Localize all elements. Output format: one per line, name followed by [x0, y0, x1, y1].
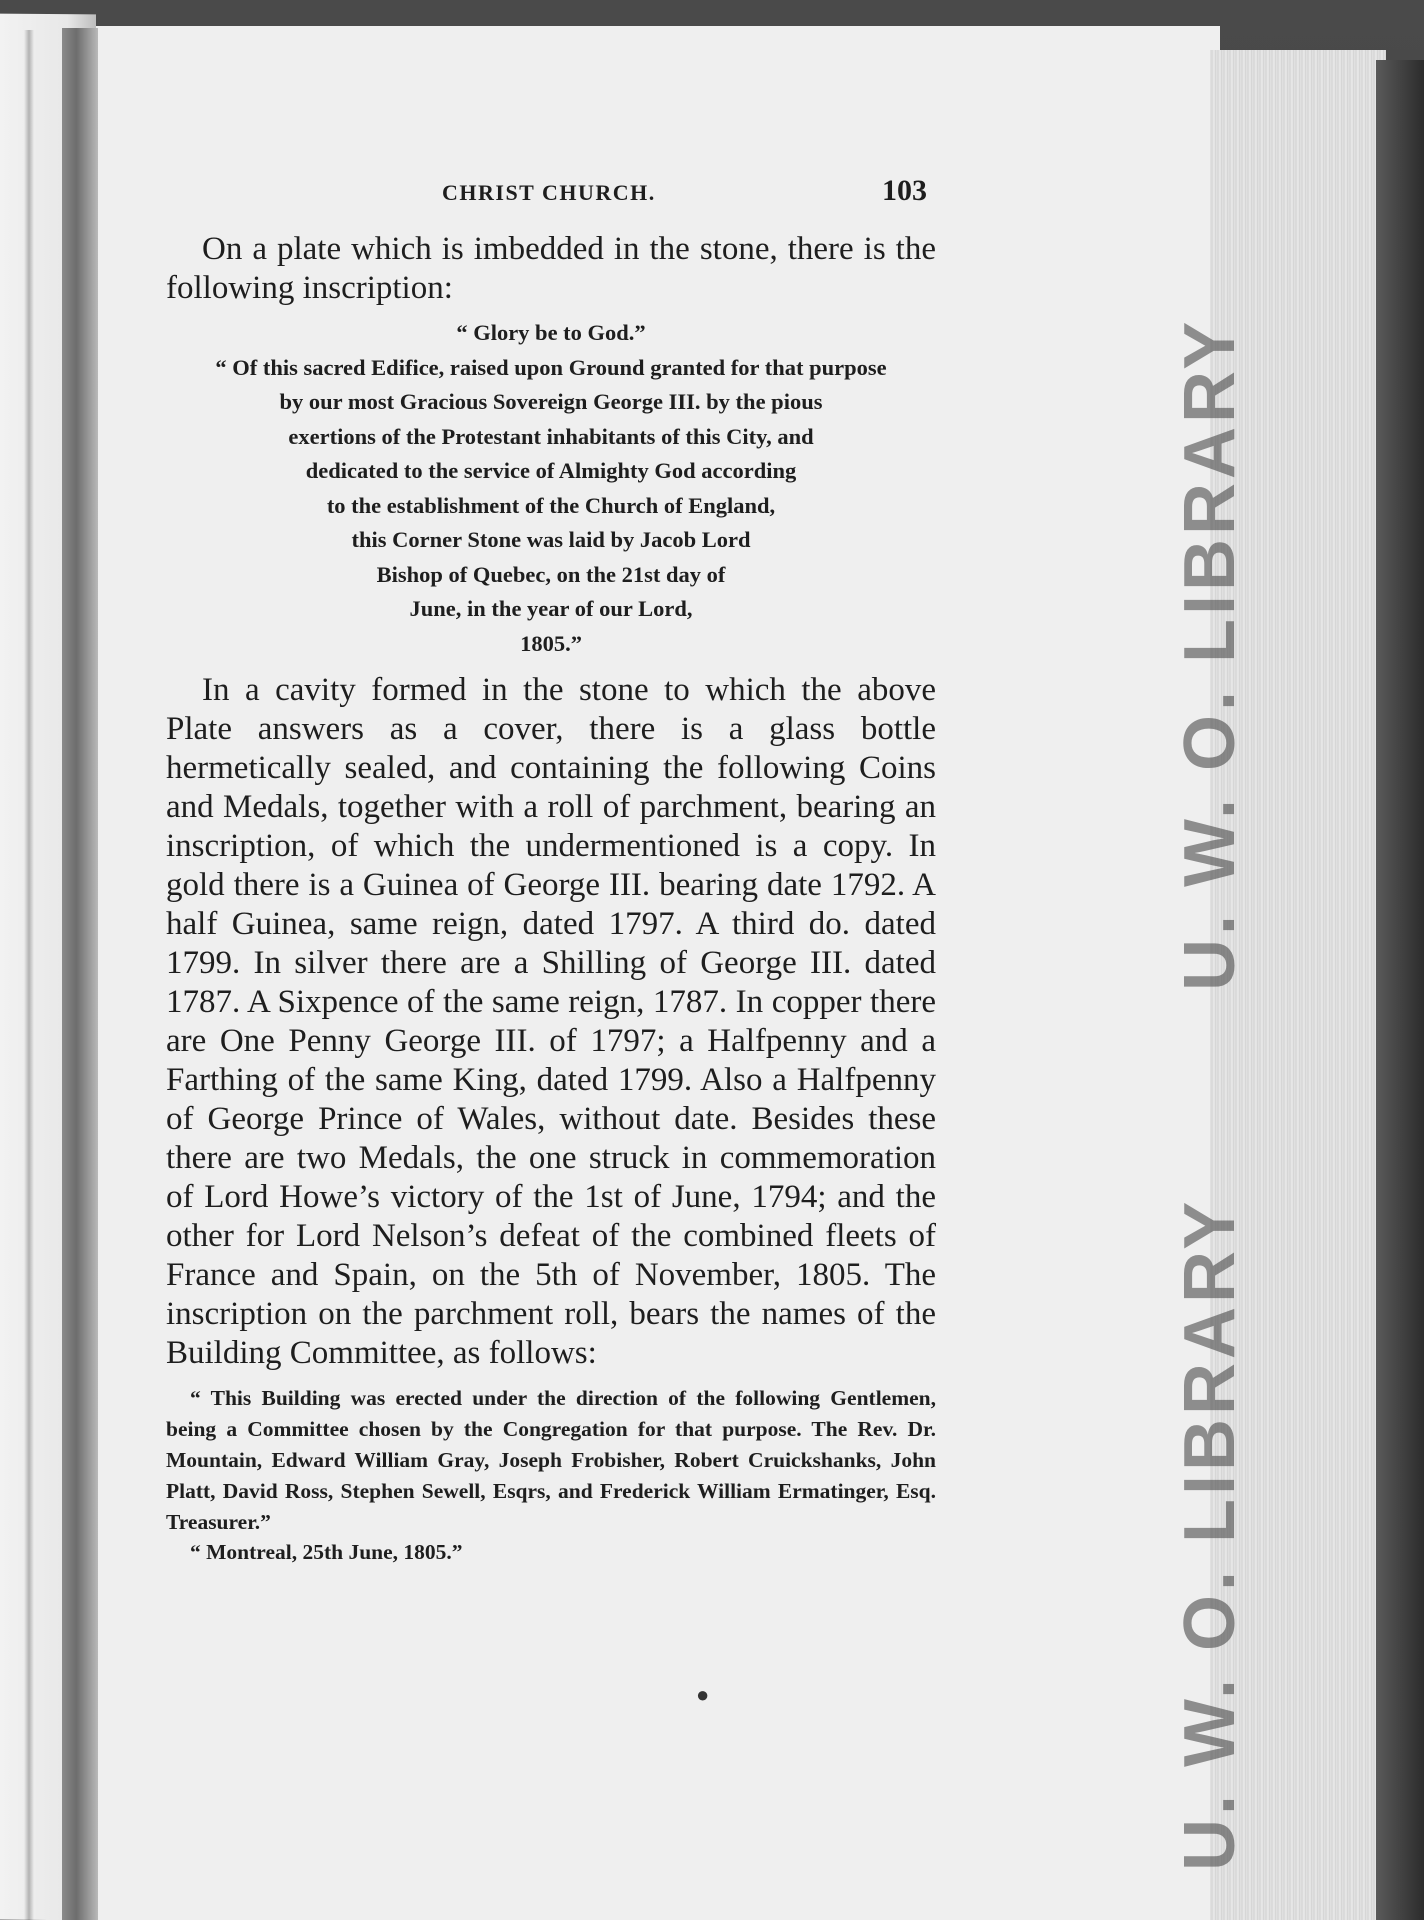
- body-paragraph: [166, 671, 936, 1373]
- ornament-mark: ●: [696, 1682, 710, 1707]
- body-text: In a cavity formed in the stone to which the above Plate answers as a cover, there is a glass bottle hermetically sealed, and containing the following Coins and Medals, together with a roll of parchment, bearing an inscription, of which the undermentioned is a copy. In gold there is a Guinea of George III. bearing date 1792. A half Guinea, same reign, dated 1797. A third do. dated 1799. In silver there are a Shilling of George III. dated 1787. A Sixpence of the same reign, 1787. In copper there are One Penny George III. of 1797; a Halfpenny and a Farthing of the same King, dated 1799. Also a Halfpenny of George Prince of Wales, without date. Besides these there are two Medals, the one struck in commemoration of Lord Howe’s victory of the 1st of June, 1794; and the other for Lord Nelson’s defeat of the combined fleets of France and Spain, on the 5th of November, 1805. The inscription on the parchment roll, bears the names of the Building Committee, as follows:: [166, 672, 936, 1371]
- inscription-line: “ Glory be to God.”: [456, 320, 646, 345]
- inscription-line: this Corner Stone was laid by Jacob Lord: [351, 527, 751, 552]
- running-head: [166, 174, 936, 230]
- intro-text: On a plate which is imbedded in the stone, there is the following inscription:: [166, 231, 936, 306]
- library-stamp-bottom: U. W. O. LIBRARY: [1170, 1197, 1250, 1871]
- committee-text: “ This Building was erected under the direction of the following Gentlemen, being a Committee chosen by the Congregation for that purpose. The Rev. Dr. Mountain, Edward William Gray, Joseph Frobisher, Robert Cruickshanks, John Platt, David Ross, Stephen Sewell, Esqrs, and Frederick William Ermatinger, Esq. Treasurer.”: [166, 1386, 936, 1534]
- inscription-line: Bishop of Quebec, on the 21st day of: [376, 561, 726, 587]
- library-stamp-top: U. W. O. LIBRARY: [1170, 317, 1250, 991]
- inscription-line: June, in the year of our Lord,: [409, 596, 693, 621]
- inscription-line: dedicated to the service of Almighty God according: [305, 458, 797, 483]
- page-text: [166, 174, 936, 1565]
- gutter-shadow: [24, 30, 34, 1920]
- inscription-line: by our most Gracious Sovereign George III. by the pious: [279, 389, 823, 414]
- inscription-block: [166, 316, 936, 661]
- signed-line: “ Montreal, 25th June, 1805.”: [190, 1540, 463, 1564]
- book-cover-edge: [1376, 60, 1424, 1920]
- running-title: CHRIST CHURCH.: [442, 180, 656, 205]
- intro-paragraph: [166, 230, 936, 308]
- inscription-line: to the establishment of the Church of England,: [326, 492, 776, 518]
- page-gutter: [62, 28, 98, 1920]
- committee-quote: [166, 1383, 936, 1538]
- page-number: 103: [882, 174, 927, 207]
- inscription-line: 1805.”: [520, 630, 582, 656]
- inscription-line: exertions of the Protestant inhabitants of this City, and: [288, 423, 814, 449]
- inscription-line: “ Of this sacred Edifice, raised upon Ground granted for that purpose: [215, 354, 887, 380]
